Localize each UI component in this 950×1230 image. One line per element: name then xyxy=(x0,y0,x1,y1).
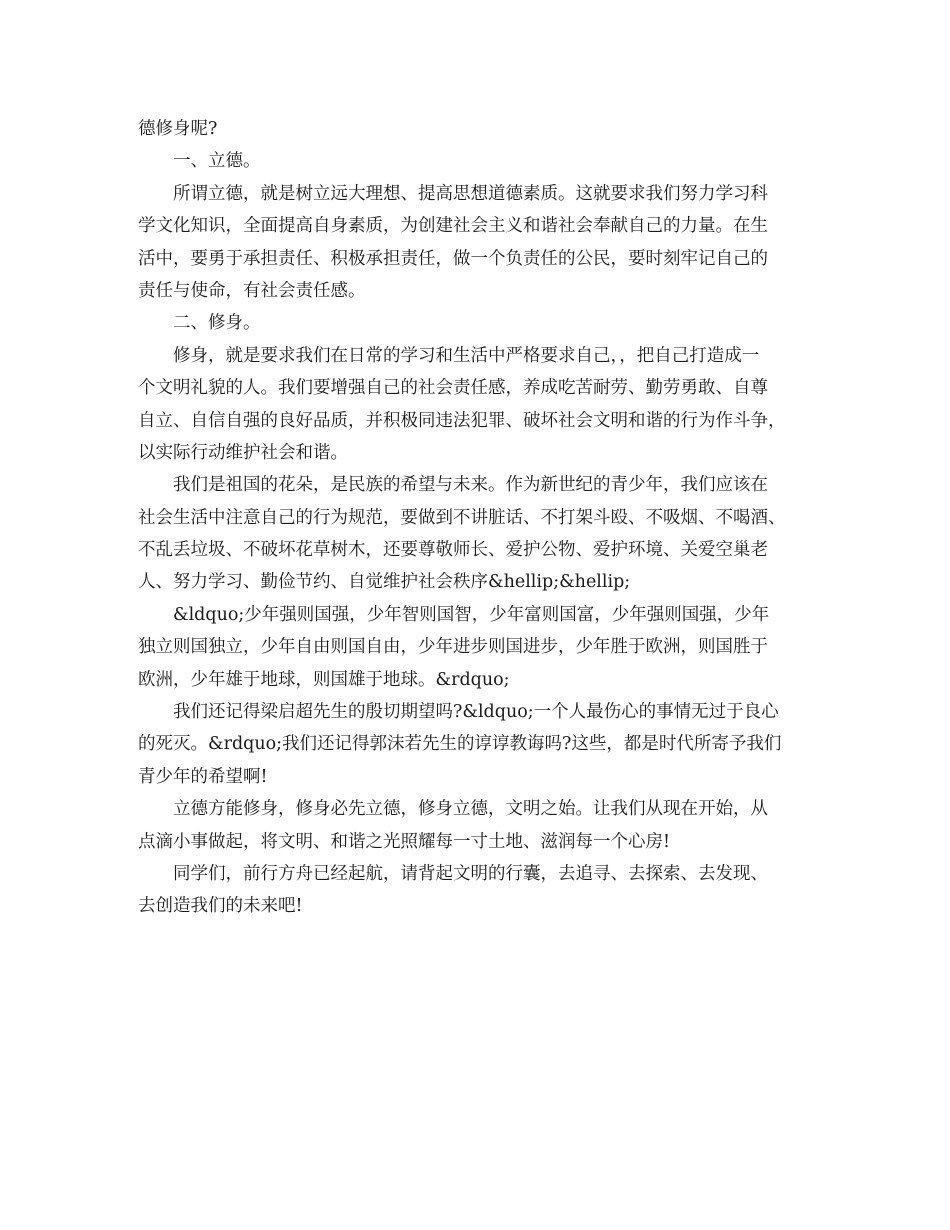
text-line: 二、修身。 xyxy=(173,313,261,334)
text-line: 青少年的希望啊! xyxy=(138,766,268,787)
text-line: 欧洲，少年雄于地球，则国雄于地球。&rdquo; xyxy=(138,669,510,690)
document-body xyxy=(138,113,818,923)
text-line: 个文明礼貌的人。我们要增强自己的社会责任感，养成吃苦耐劳、勤劳勇敢、自尊 xyxy=(138,378,768,399)
text-line: 德修身呢? xyxy=(138,119,218,139)
text-line: 立德方能修身，修身必先立德，修身立德，文明之始。让我们从现在开始，从 xyxy=(173,799,768,820)
text-line: 独立则国独立，少年自由则国自由，少年进步则国进步，少年胜于欧洲，则国胜于 xyxy=(138,637,768,658)
text-line: 责任与使命，有社会责任感。 xyxy=(138,280,366,301)
text-line: 学文化知识，全面提高自身素质，为创建社会主义和谐社会奉献自己的力量。在生 xyxy=(138,216,768,237)
text-line: 同学们，前行方舟已经起航，请背起文明的行囊，去追寻、去探索、去发现、 xyxy=(173,863,768,884)
text-line: 我们还记得梁启超先生的殷切期望吗?&ldquo;一个人最伤心的事情无过于良心 xyxy=(173,702,779,723)
text-line: 自立、自信自强的良好品质，并积极同违法犯罪、破坏社会文明和谐的行为作斗争， xyxy=(138,410,786,431)
text-line: &ldquo;少年强则国强，少年智则国智，少年富则国富，少年强则国强，少年 xyxy=(173,604,770,625)
text-line: 人、努力学习、勤俭节约、自觉维护社会秩序&hellip;&hellip; xyxy=(138,572,631,593)
text-line: 的死灭。&rdquo;我们还记得郭沫若先生的谆谆教诲吗?这些，都是时代所寄予我们 xyxy=(138,734,782,755)
text-line: 我们是祖国的花朵，是民族的希望与未来。作为新世纪的青少年，我们应该在 xyxy=(173,475,768,496)
text-line: 修身，就是要求我们在日常的学习和生活中严格要求自己，，把自己打造成一 xyxy=(173,345,760,366)
text-line: 活中，要勇于承担责任、积极承担责任，做一个负责任的公民，要时刻牢记自己的 xyxy=(138,248,768,269)
text-line: 点滴小事做起，将文明、和谐之光照耀每一寸土地、滋润每一个心房! xyxy=(138,831,671,852)
text-line: 去创造我们的未来吧! xyxy=(138,896,303,917)
text-line: 不乱丢垃圾、不破坏花草树木，还要尊敬师长、爱护公物、爱护环境、关爱空巢老 xyxy=(138,540,768,561)
text-line: 以实际行动维护社会和谐。 xyxy=(138,442,348,463)
text-line: 社会生活中注意自己的行为规范，要做到不讲脏话、不打架斗殴、不吸烟、不喝酒、 xyxy=(138,507,786,528)
text-line: 一、立德。 xyxy=(173,151,261,172)
text-line: 所谓立德，就是树立远大理想、提高思想道德素质。这就要求我们努力学习科 xyxy=(173,183,768,204)
